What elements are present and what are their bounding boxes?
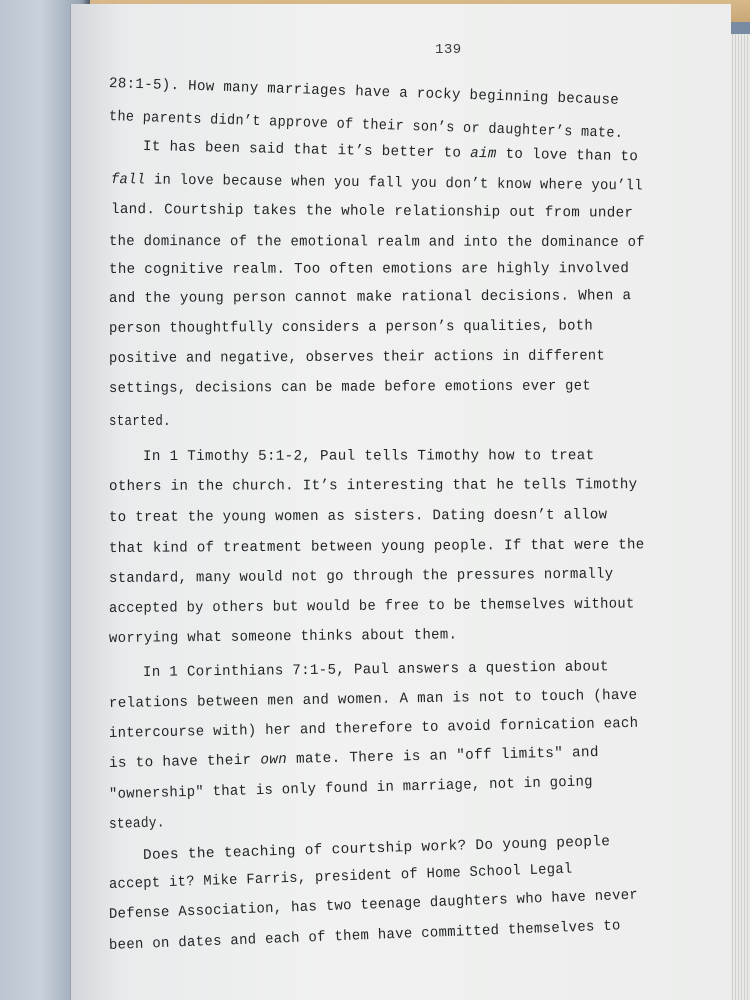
text-line (109, 348, 605, 367)
text-run: "ownership" that is only found in marriage, not in going (108, 774, 594, 803)
text-line (111, 202, 633, 222)
text-run: the parents didn’t approve of their son’s or daughter’s mate. (108, 109, 624, 143)
text-line (143, 448, 595, 465)
text-run: to treat the young women as sisters. Dating doesn’t allow (108, 507, 608, 526)
text-run: Does the teaching of courtship work? Do young people (142, 834, 611, 864)
text-line (109, 745, 599, 772)
text-line (109, 318, 593, 337)
body-text (71, 4, 731, 1000)
text-run: It has been said that it’s better to (142, 139, 471, 162)
text-line (109, 414, 171, 430)
text-run: to love than to (496, 146, 639, 166)
italic-word: own (260, 751, 288, 769)
text-run: been on dates and each of them have committed themselves to (108, 918, 622, 954)
text-line (109, 688, 638, 712)
text-run: standard, many would not go through the pressures normally (108, 566, 614, 587)
text-run: is to have their (108, 752, 261, 772)
page-number: 139 (435, 42, 462, 58)
text-line (109, 716, 639, 742)
text-run: the cognitive realm. Too often emotions are highly involved (108, 261, 630, 278)
text-run: In 1 Corinthians 7:1-5, Paul answers a question about (142, 659, 609, 681)
text-run: mate. There is an "off limits" and (286, 744, 599, 768)
text-run: positive and negative, observes their actions in different (108, 348, 606, 367)
text-run: accepted by others but would be free to be themselves without (108, 596, 635, 617)
text-run: the dominance of the emotional realm and into the dominance of (108, 234, 645, 251)
text-run: steady. (108, 815, 166, 833)
text-run: others in the church. It’s interesting that he tells Timothy (108, 477, 638, 495)
text-line (109, 234, 645, 251)
text-run: accept it? Mike Farris, president of Home School Legal (108, 861, 573, 893)
text-line (109, 774, 593, 803)
text-line (109, 567, 614, 587)
text-line (109, 918, 621, 954)
text-line (109, 862, 573, 893)
text-run: Defense Association, has two teenage daughters who have never (108, 887, 639, 923)
text-line (109, 378, 591, 397)
text-line (109, 477, 637, 495)
text-line (109, 261, 629, 278)
italic-word: aim (469, 145, 497, 163)
text-line (109, 888, 639, 923)
text-line (109, 815, 165, 833)
italic-word: fall (110, 172, 146, 189)
text-run: in love because when you fall you don’t know where you’ll (145, 172, 643, 195)
text-run: In 1 Timothy 5:1-2, Paul tells Timothy how to treat (142, 448, 595, 465)
text-run: person thoughtfully considers a person’s qualities, both (108, 318, 594, 337)
text-run: relations between men and women. A man is not to touch (have (108, 687, 638, 712)
text-run: intercourse with) her and therefore to avoid fornication each (108, 715, 639, 742)
text-line (109, 507, 607, 526)
text-line (143, 659, 609, 681)
text-line (109, 288, 631, 307)
text-line (109, 76, 620, 109)
text-run: started. (109, 414, 171, 430)
text-run: worrying what someone thinks about them. (108, 627, 458, 647)
text-run: and the young person cannot make rational decisions. When a (108, 288, 632, 307)
text-line (109, 627, 457, 647)
text-line (109, 537, 645, 557)
text-line (143, 834, 611, 864)
text-run: settings, decisions can be made before emotions ever get (108, 378, 592, 397)
text-run: that kind of treatment between young people. If that were the (108, 537, 645, 557)
book-page (70, 4, 731, 1000)
text-run: land. Courtship takes the whole relationship out from under (110, 202, 634, 222)
text-line (143, 139, 638, 165)
text-run: 28:1-5). How many marriages have a rocky beginning because (108, 76, 620, 109)
text-line (109, 109, 624, 142)
text-line (111, 172, 643, 194)
text-line (109, 596, 635, 617)
